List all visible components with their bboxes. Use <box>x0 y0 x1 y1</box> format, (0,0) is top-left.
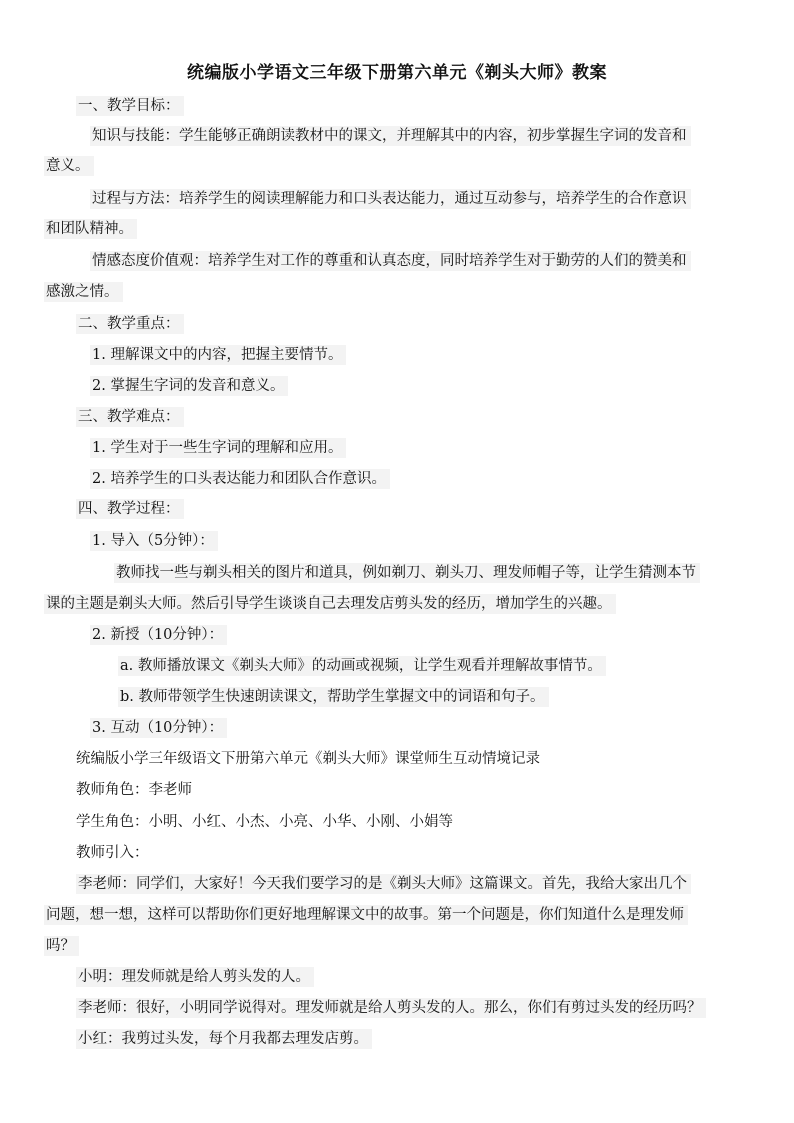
paragraph-line: 过程与方法：培养学生的阅读理解能力和口头表达能力，通过互动参与，培养学生的合作意识 <box>90 189 691 209</box>
list-item: 2. 掌握生字词的发音和意义。 <box>90 376 288 396</box>
paragraph-line: 课的主题是剃头大师。然后引导学生谈谈自己去理发店剪头发的经历，增加学生的兴趣。 <box>44 594 616 614</box>
dialogue-line: 小明：理发师就是给人剪头发的人。 <box>76 967 314 987</box>
sub-list-item: b. 教师带领学生快速朗读课文，帮助学生掌握文中的词语和句子。 <box>118 687 549 707</box>
sub-list-item: a. 教师播放课文《剃头大师》的动画或视频，让学生观看并理解故事情节。 <box>118 656 606 676</box>
document-title: 统编版小学语文三年级下册第六单元《剃头大师》教案 <box>187 63 607 83</box>
paragraph-line: 知识与技能：学生能够正确朗读教材中的课文，并理解其中的内容，初步掌握生字词的发音和 <box>90 126 691 146</box>
paragraph-line: 教师找一些与剃头相关的图片和道具，例如剃刀、剃头刀、理发师帽子等，让学生猜测本节 <box>114 563 700 583</box>
dialogue-line: 李老师：很好，小明同学说得对。理发师就是给人剪头发的人。那么，你们有剪过头发的经历吗？ <box>76 998 706 1018</box>
paragraph-line: 和团队精神。 <box>44 219 137 239</box>
list-item: 1. 理解课文中的内容，把握主要情节。 <box>90 345 346 365</box>
paragraph-line: 意义。 <box>44 156 94 176</box>
section-heading-objectives: 一、教学目标： <box>76 96 184 116</box>
section-heading-difficulties: 三、教学难点： <box>76 407 184 427</box>
dialogue-line: 问题，想一想，这样可以帮助你们更好地理解课文中的故事。第一个问题是，你们知道什么是理发师 <box>44 905 688 925</box>
section-heading-process: 四、教学过程： <box>76 499 184 519</box>
paragraph-line: 教师引入： <box>76 845 149 861</box>
paragraph-line: 学生角色：小明、小红、小杰、小亮、小华、小刚、小娟等 <box>76 814 453 830</box>
dialogue-line: 吗？ <box>44 936 79 956</box>
paragraph-line: 统编版小学三年级语文下册第六单元《剃头大师》课堂师生互动情境记录 <box>76 751 540 767</box>
paragraph-line: 教师角色：李老师 <box>76 782 192 798</box>
list-item: 3. 互动（10分钟）： <box>90 718 227 738</box>
list-item: 1. 学生对于一些生字词的理解和应用。 <box>90 438 346 458</box>
dialogue-line: 小红：我剪过头发，每个月我都去理发店剪。 <box>76 1029 372 1049</box>
paragraph-line: 感激之情。 <box>44 282 123 302</box>
list-item: 2. 培养学生的口头表达能力和团队合作意识。 <box>90 469 390 489</box>
paragraph-line: 情感态度价值观：培养学生对工作的尊重和认真态度，同时培养学生对于勤劳的人们的赞美和 <box>90 251 691 271</box>
section-heading-key-points: 二、教学重点： <box>76 314 184 334</box>
list-item: 2. 新授（10分钟）： <box>90 625 227 645</box>
list-item: 1. 导入（5分钟）： <box>90 531 218 551</box>
dialogue-line: 李老师：同学们，大家好！今天我们要学习的是《剃头大师》这篇课文。首先，我给大家出几个 <box>76 874 691 894</box>
